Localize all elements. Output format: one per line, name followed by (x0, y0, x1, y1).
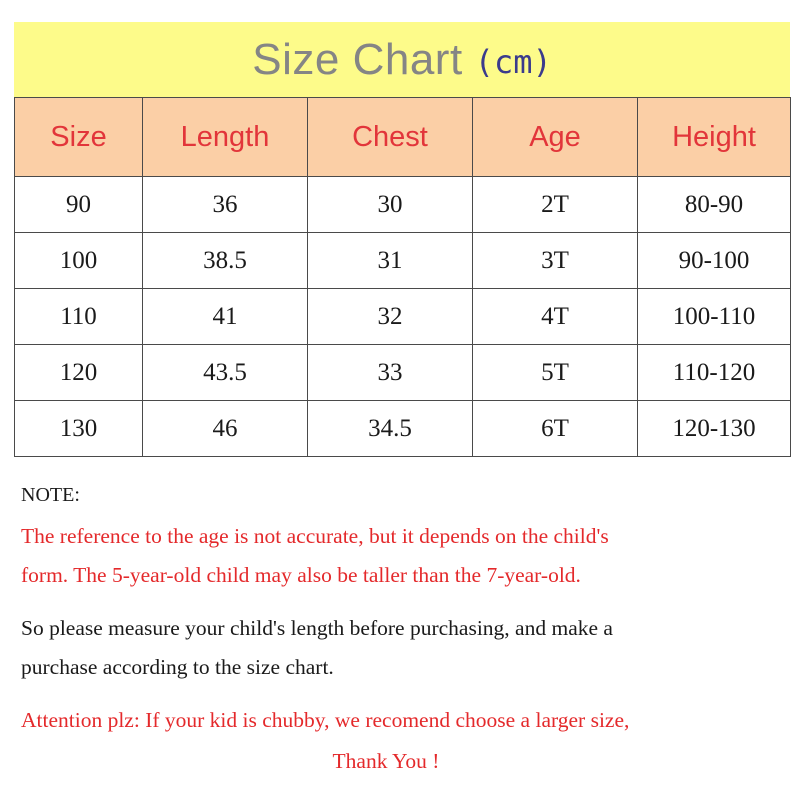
table-row (15, 345, 791, 401)
note-heading: NOTE: (21, 484, 80, 506)
note-red-line: form. The 5-year-old child may also be taller than the 7-year-old. (21, 563, 581, 587)
chart-title: Size Chart (252, 35, 463, 84)
cell-age: 4T (473, 289, 638, 345)
cell-size: 90 (15, 177, 143, 233)
attention-note: Attention plz: If your kid is chubby, we recomend choose a larger size, (21, 708, 630, 732)
table-row (15, 233, 791, 289)
cell-age: 2T (473, 177, 638, 233)
title-bar (14, 22, 790, 98)
cell-height: 90-100 (638, 233, 791, 289)
header-age: Age (473, 98, 638, 177)
cell-size: 110 (15, 289, 143, 345)
cell-size: 130 (15, 401, 143, 457)
cell-length: 36 (143, 177, 308, 233)
table-header-row (15, 98, 791, 177)
header-chest: Chest (308, 98, 473, 177)
cell-height: 110-120 (638, 345, 791, 401)
cell-chest: 33 (308, 345, 473, 401)
cell-age: 3T (473, 233, 638, 289)
cell-length: 43.5 (143, 345, 308, 401)
cell-length: 41 (143, 289, 308, 345)
size-table (14, 97, 791, 457)
cell-size: 100 (15, 233, 143, 289)
cell-age: 5T (473, 345, 638, 401)
cell-height: 80-90 (638, 177, 791, 233)
cell-height: 100-110 (638, 289, 791, 345)
table-row (15, 177, 791, 233)
cell-age: 6T (473, 401, 638, 457)
note-red-line: The reference to the age is not accurate, but it depends on the child's (21, 524, 609, 548)
header-size: Size (15, 98, 143, 177)
cell-height: 120-130 (638, 401, 791, 457)
thank-you-note: Thank You ! (332, 749, 440, 773)
cell-length: 46 (143, 401, 308, 457)
cell-chest: 32 (308, 289, 473, 345)
chart-unit: (cm) (474, 43, 552, 81)
header-length: Length (143, 98, 308, 177)
cell-size: 120 (15, 345, 143, 401)
cell-chest: 31 (308, 233, 473, 289)
header-height: Height (638, 98, 791, 177)
table-row (15, 289, 791, 345)
cell-length: 38.5 (143, 233, 308, 289)
table-row (15, 401, 791, 457)
cell-chest: 30 (308, 177, 473, 233)
notes-section (21, 484, 791, 781)
note-black-line: purchase according to the size chart. (21, 655, 334, 679)
note-black-line: So please measure your child's length before purchasing, and make a (21, 616, 613, 640)
cell-chest: 34.5 (308, 401, 473, 457)
